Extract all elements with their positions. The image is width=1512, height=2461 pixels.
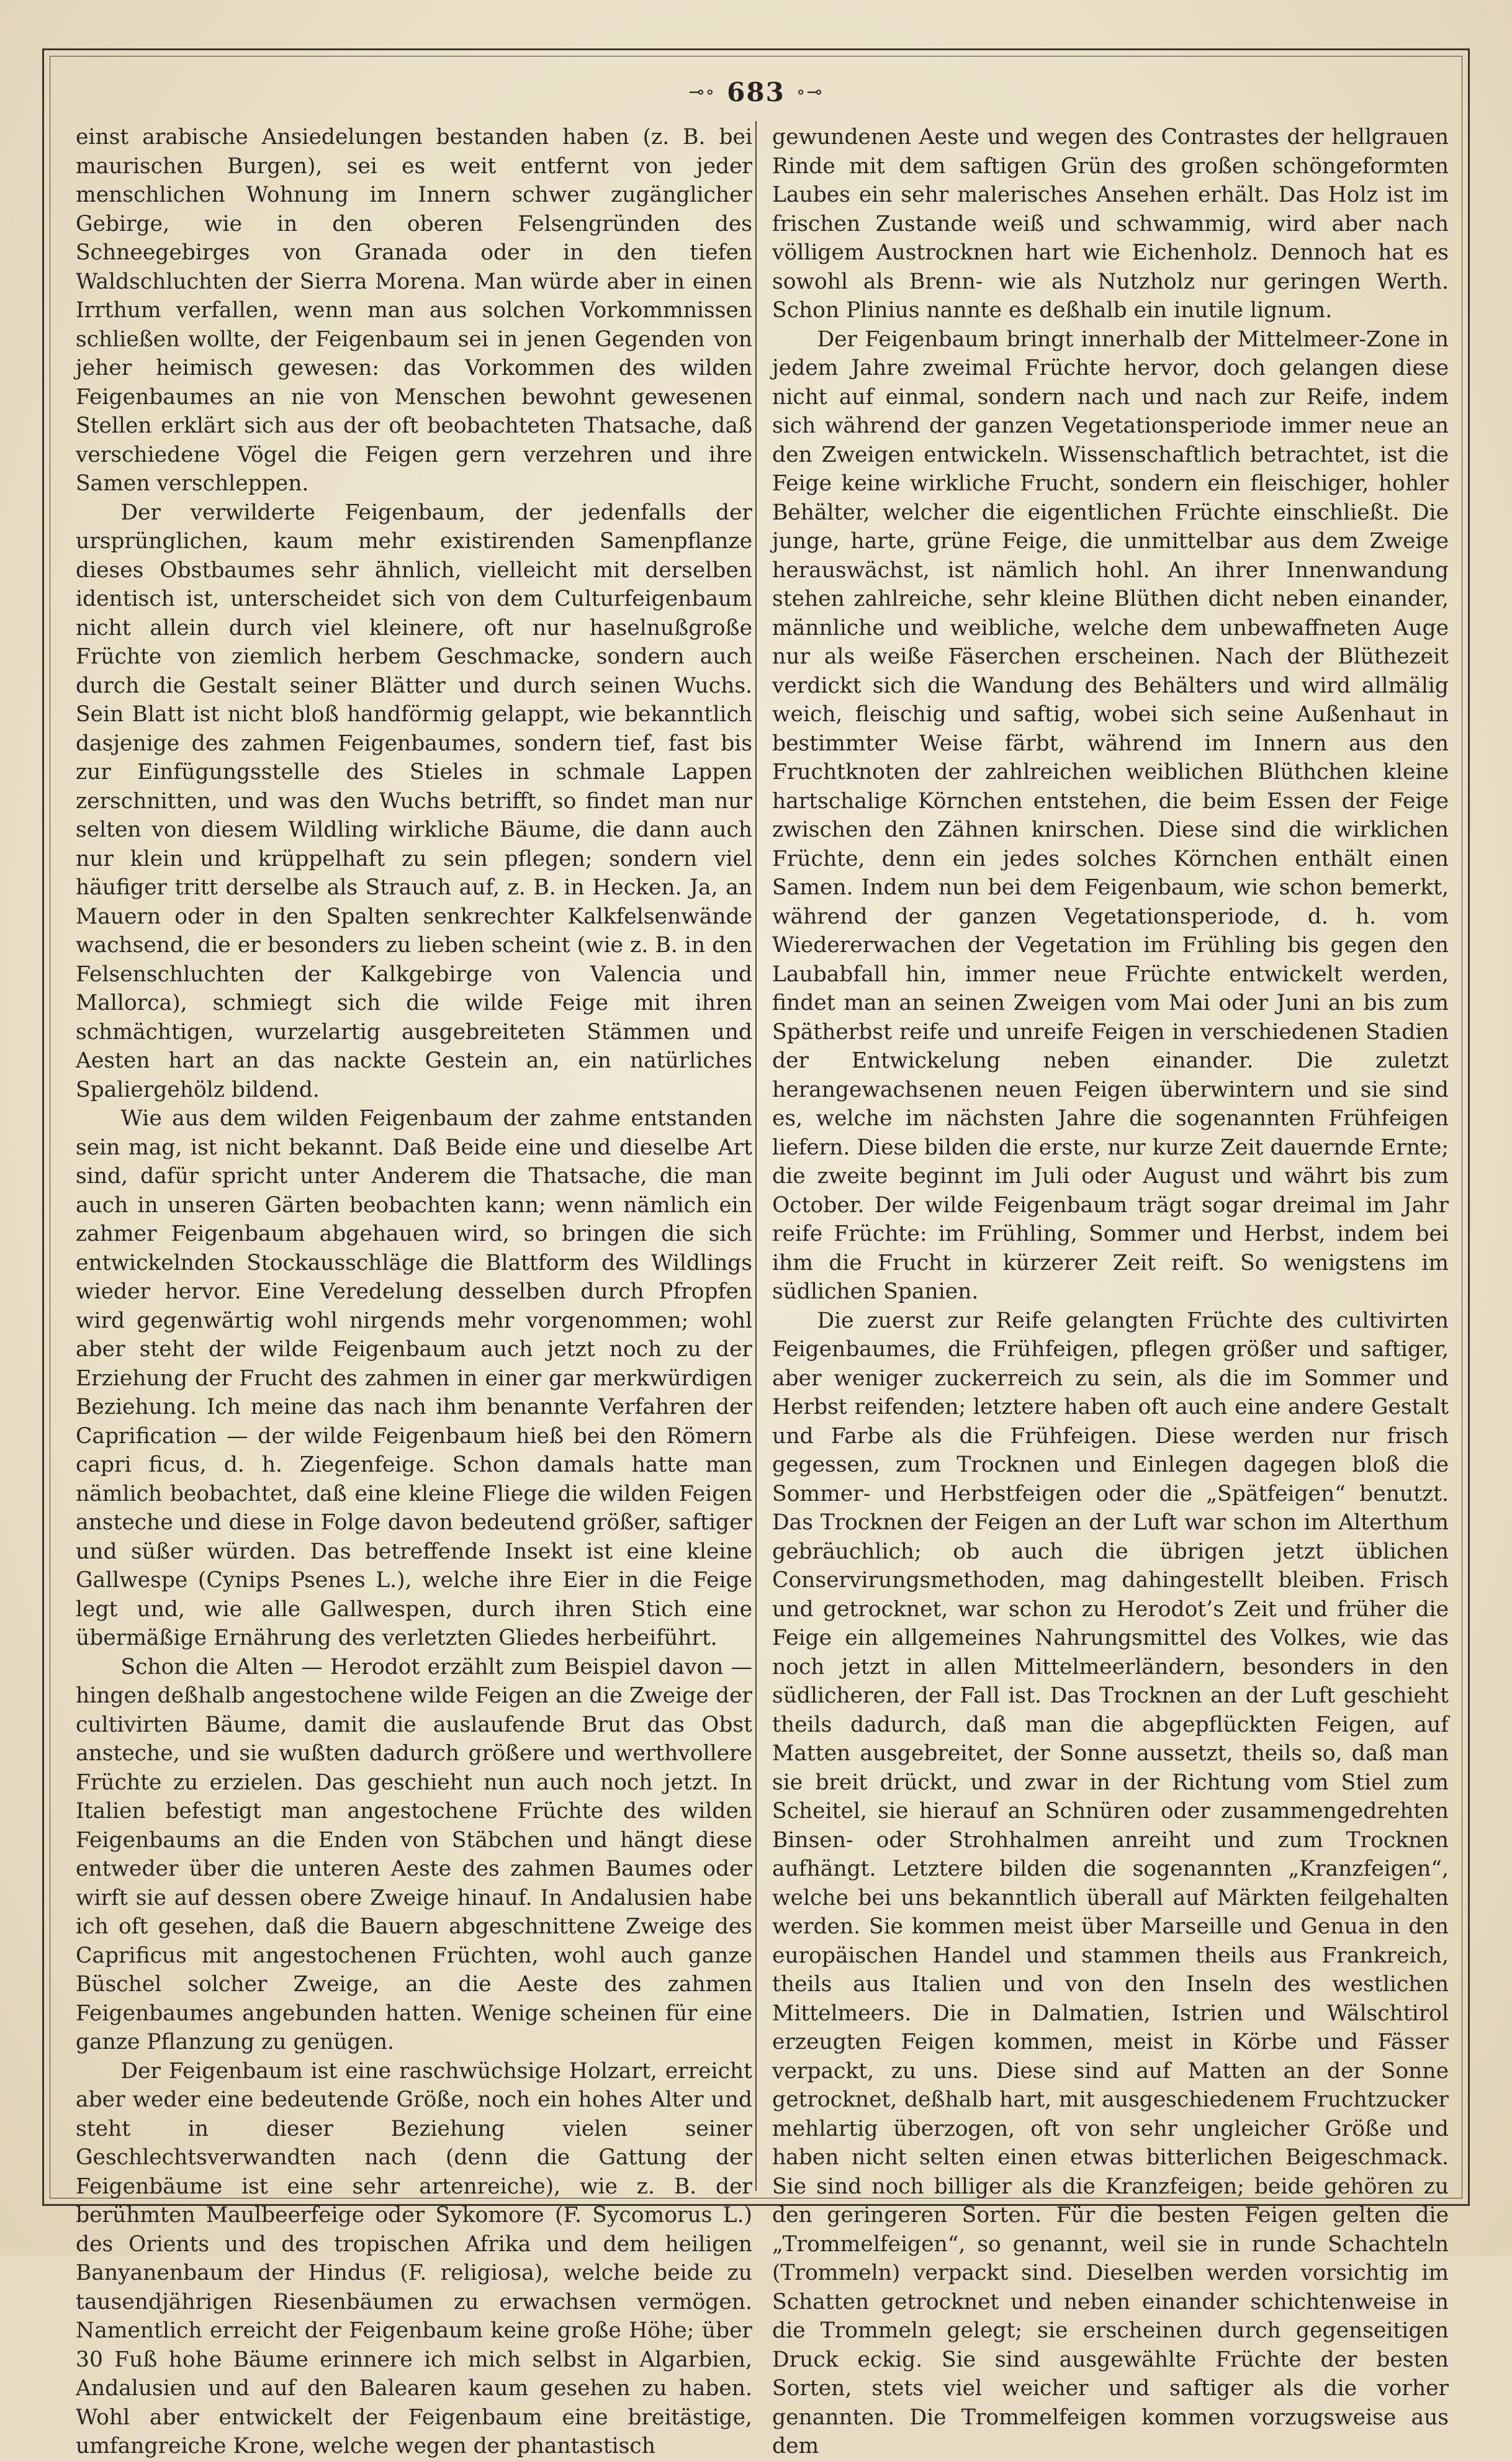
ornament-left-icon: ⊸∘ (688, 81, 716, 103)
paragraph: Die zuerst zur Reife gelangten Früchte des cultivirten Feigenbaumes, die Frühfeigen, pflegen größer und saftiger, aber weniger zuckerreich zu sein, als die im Sommer und Herbst reifenden; letztere haben oft auch eine andere Gestalt und Farbe als die Frühfeigen. Diese werden nur frisch gegessen, zum Trocknen und Einlegen dagegen bloß die Sommer- und Herbstfeigen oder die „Spätfeigen“ benutzt. Das Trocknen der Feigen an der Luft war schon im Alterthum gebräuchlich; ob auch die übrigen jetzt üblichen Conservirungsmethoden, mag dahingestellt bleiben. Frisch und getrocknet, war schon zu Herodot’s Zeit und früher die Feige ein allgemeines Nahrungsmittel des Volkes, wie das noch jetzt in allen Mittelmeerländern, besonders in den südlicheren, der Fall ist. Das Trocknen an der Luft geschieht theils dadurch, daß man die abgepflückten Feigen, auf Matten ausgebreitet, der Sonne aussetzt, theils so, daß man sie breit drückt, und zwar in der Richtung vom Stiel zum Scheitel, sie hierauf an Schnüren oder zusammengedrehten Binsen- oder Strohhalmen anreiht und zum Trocknen aufhängt. Letztere bilden die sogenannten „Kranzfeigen“, welche bei uns bekanntlich überall auf Märkten feilgehalten werden. Sie kommen meist über Marseille und Genua in den europäischen Handel und stammen theils aus Frankreich, theils aus Italien und von den Inseln des westlichen Mittelmeers. Die in Dalmatien, Istrien und Wälschtirol erzeugten Feigen kommen, meist in Körbe und Fässer verpackt, zu uns. Diese sind auf Matten an der Sonne getrocknet, deßhalb hart, mit ausgeschiedenem Fruchtzucker mehlartig überzogen, oft von sehr ungleicher Größe und haben nicht selten einen etwas bitterlichen Beigeschmack. Sie sind noch billiger als die Kranzfeigen; beide gehören zu den geringeren Sorten. Für die besten Feigen gelten die „Trommelfeigen“, so genannt, weil sie in runde Schachteln (Trommeln) verpackt sind. Dieselben werden vorsichtig im Schatten getrocknet und neben einander schichtenweise in die Trommeln gelegt; sie erscheinen durch gegenseitigen Druck eckig. Sie sind ausgewählte Früchte der besten Sorten, stets viel weicher und saftiger als die vorher genannten. Die Trommelfeigen kommen vorzugsweise aus dem (772, 1308, 1449, 2459)
paragraph: Der verwilderte Feigenbaum, der jedenfalls der ursprünglichen, kaum mehr existirenden Samenpflanze dieses Obstbaumes sehr ähnlich, vielleicht mit derselben identisch ist, unterscheidet sich von dem Culturfeigenbaum nicht allein durch viel kleinere, oft nur haselnußgroße Früchte von ziemlich herbem Geschmacke, sondern auch durch die Gestalt seiner Blätter und durch seinen Wuchs. Sein Blatt ist nicht bloß handförmig gelappt, wie bekanntlich dasjenige des zahmen Feigenbaumes, sondern tief, fast bis zur Einfügungsstelle des Stieles in schmale Lappen zerschnitten, und was den Wuchs betrifft, so findet man nur selten von diesem Wildling wirkliche Bäume, die dann auch nur klein und krüppelhaft zu sein pflegen; sondern viel häufiger tritt derselbe als Strauch auf, z. B. in Hecken. Ja, an Mauern oder in den Spalten senkrechter Kalkfelsenwände wachsend, die er besonders zu lieben scheint (wie z. B. in den Felsenschluchten der Kalkgebirge von Valencia und Mallorca), schmiegt sich die wilde Feige mit ihren schmächtigen, wurzelartig ausgebreiteten Stämmen und Aesten hart an das nackte Gestein an, ein natürliches Spaliergehölz bildend. (76, 500, 752, 1102)
paragraph: Schon die Alten — Herodot erzählt zum Beispiel davon — hingen deßhalb angestochene wilde Feigen an die Zweige der cultivirten Bäume, damit die auslaufende Brut das Obst ansteche, und sie wußten dadurch größere und werthvollere Früchte zu erzielen. Das geschieht nun auch noch jetzt. In Italien befestigt man angestochene Früchte des wilden Feigenbaums an die Enden von Stäbchen und hängt diese entweder über die unteren Aeste des zahmen Baumes oder wirft sie auf dessen obere Zweige hinauf. In Andalusien habe ich oft gesehen, daß die Bauern abgeschnittene Zweige des Caprificus mit angestochenen Früchten, wohl auch ganze Büschel solcher Zweige, an die Aeste des zahmen Feigenbaumes angebunden hatten. Wenige scheinen für eine ganze Pflanzung zu genügen. (76, 1654, 752, 2054)
paragraph: einst arabische Ansiedelungen bestanden haben (z. B. bei maurischen Burgen), sei es weit entfernt von jeder menschlichen Wohnung im Innern schwer zugänglicher Gebirge, wie in den oberen Felsengründen des Schneegebirges von Granada oder in den tiefen Waldschluchten der Sierra Morena. Man würde aber in einen Irrthum verfallen, wenn man aus solchen Vorkommnissen schließen wollte, der Feigenbaum sei in jenen Gegenden von jeher heimisch gewesen: das Vorkommen des wilden Feigenbaumes an nie von Menschen bewohnt gewesenen Stellen erklärt sich aus der oft beobachteten Thatsache, daß verschiedene Vögel die Feigen gern verzehren und ihre Samen verschleppen. (76, 125, 752, 496)
right-column (772, 123, 1449, 2461)
paragraph: gewundenen Aeste und wegen des Contrastes der hellgrauen Rinde mit dem saftigen Grün des großen schöngeformten Laubes ein sehr malerisches Ansehen erhält. Das Holz ist im frischen Zustande weiß und schwammig, wird aber nach völligem Austrocknen hart wie Eichenholz. Dennoch hat es sowohl als Brenn- wie als Nutzholz nur geringen Werth. Schon Plinius nannte es deßhalb ein inutile lignum. (772, 125, 1449, 323)
column-divider (755, 121, 757, 2191)
paragraph: Der Feigenbaum bringt innerhalb der Mittelmeer-Zone in jedem Jahre zweimal Früchte hervor, doch gelangen diese nicht auf einmal, sondern nach und nach zur Reife, indem sich während der ganzen Vegetationsperiode immer neue an den Zweigen entwickeln. Wissenschaftlich betrachtet, ist die Feige keine wirkliche Frucht, sondern ein fleischiger, hohler Behälter, welcher die eigentlichen Früchte einschließt. Die junge, harte, grüne Feige, die unmittelbar aus dem Zweige herauswächst, ist nämlich hohl. An ihrer Innenwandung stehen zahlreiche, sehr kleine Blüthen dicht neben einander, männliche und weibliche, welche dem unbewaffneten Auge nur als weiße Fäserchen erscheinen. Nach der Blüthezeit verdickt sich die Wandung des Behälters und wird allmälig weich, fleischig und saftig, wobei sich seine Außenhaut in bestimmter Weise färbt, während im Innern aus den Fruchtknoten der zahlreichen weiblichen Blüthchen kleine hartschalige Körnchen entstehen, die beim Essen der Feige zwischen den Zähnen knirschen. Diese sind die wirklichen Früchte, denn ein jedes solches Körnchen enthält einen Samen. Indem nun bei dem Feigenbaum, wie schon bemerkt, während der ganzen Vegetationsperiode, d. h. vom Wiedererwachen der Vegetation im Frühling bis gegen den Laubabfall hin, immer neue Früchte entwickelt werden, findet man an seinen Zweigen vom Mai oder Juni an bis zum Spätherbst reife und unreife Feigen in verschiedenen Stadien der Entwickelung neben einander. Die zuletzt herangewachsenen neuen Feigen überwintern und sie sind es, welche im nächsten Jahre die sogenannten Frühfeigen liefern. Diese bilden die erste, nur kurze Zeit dauernde Ernte; die zweite beginnt im Juli oder August und währt bis zum October. Der wilde Feigenbaum trägt sogar dreimal im Jahr reife Früchte: im Frühling, Sommer und Herbst, indem bei ihm die Frucht in kürzerer Zeit reift. So wenigstens im südlichen Spanien. (772, 326, 1449, 1304)
page-header (0, 73, 1512, 110)
page-number: 683 (727, 76, 785, 107)
left-column (76, 123, 752, 2461)
paragraph: Wie aus dem wilden Feigenbaum der zahme entstanden sein mag, ist nicht bekannt. Daß Beide eine und dieselbe Art sind, dafür spricht unter Anderem die Thatsache, die man auch in unseren Gärten beobachten kann; wenn nämlich ein zahmer Feigenbaum abgehauen wird, so bringen die sich entwickelnden Stockausschläge die Blattform des Wildlings wieder hervor. Eine Veredelung desselben durch Pfropfen wird gegenwärtig wohl nirgends mehr vorgenommen; wohl aber steht der wilde Feigenbaum auch jetzt noch zu der Erziehung der Frucht des zahmen in einer gar merkwürdigen Beziehung. Ich meine das nach ihm benannte Verfahren der Caprification — der wilde Feigenbaum hieß bei den Römern capri ficus, d. h. Ziegenfeige. Schon damals hatte man nämlich beobachtet, daß eine kleine Fliege die wilden Feigen ansteche und diese in Folge davon bedeutend größer, saftiger und süßer würden. Das betreffende Insekt ist eine kleine Gallwespe (Cynips Psenes L.), welche ihre Eier in die Feige legt und, wie alle Gallwespen, durch ihren Stich eine übermäßige Ernährung des verletzten Gliedes herbeiführt. (76, 1106, 752, 1650)
paragraph: Der Feigenbaum ist eine raschwüchsige Holzart, erreicht aber weder eine bedeutende Größe, noch ein hohes Alter und steht in dieser Beziehung vielen seiner Geschlechtsverwandten nach (denn die Gattung der Feigenbäume ist eine sehr artenreiche), wie z. B. der berühmten Maulbeerfeige oder Sykomore (F. Sycomorus L.) des Orients und des tropischen Afrika und dem heiligen Banyanenbaum der Hindus (F. religiosa), welche beide zu tausendjährigen Riesenbäumen zu erwachsen vermögen. Namentlich erreicht der Feigenbaum keine große Höhe; über 30 Fuß hohe Bäume erinnere ich mich selbst in Algarbien, Andalusien und auf den Balearen kaum gesehen zu haben. Wohl aber entwickelt der Feigenbaum eine breitästige, umfangreiche Krone, welche wegen der phantastisch (76, 2058, 752, 2459)
ornament-right-icon: ∘⊸ (796, 81, 824, 103)
